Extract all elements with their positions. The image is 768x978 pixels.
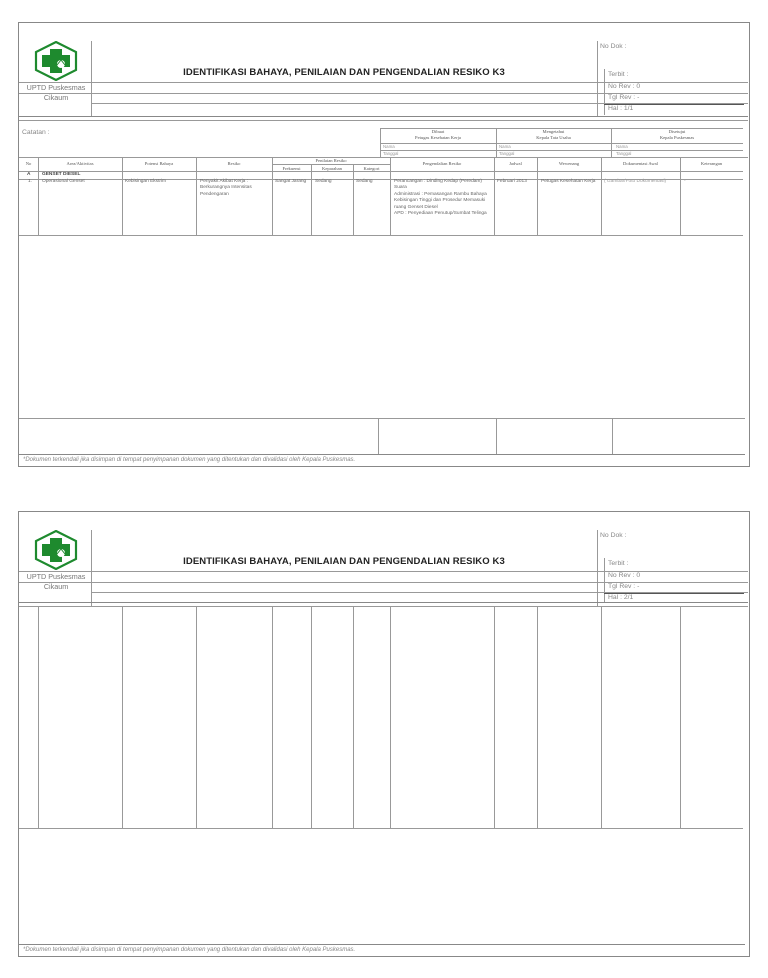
org-location: Cikaum xyxy=(43,582,69,591)
tanggal-label: Tanggal xyxy=(383,151,399,156)
row-wewenang: Petugas Kesehatan Kerja xyxy=(541,179,596,184)
row-kategori: Sedang xyxy=(356,179,373,184)
document-page-1 xyxy=(18,22,750,467)
footer-note: *Dokumen terkendali jika disimpan di tempat penyimpanan dokumen yang ditentukan dan divalidasi oleh Kepala Puskesmas. xyxy=(23,457,356,463)
tgl-rev-label: Tgl Rev : - xyxy=(608,583,640,590)
tanggal-label: Tanggal xyxy=(616,151,632,156)
document-title: IDENTIFIKASI BAHAYA, PENILAIAN DAN PENGENDALIAN RESIKO K3 xyxy=(183,67,505,78)
col-dokumentasi: Dokumentasi Awal xyxy=(623,161,658,166)
hal-label: Hal : 2/1 xyxy=(608,594,634,601)
row-area: Operasional Genset xyxy=(42,179,85,184)
col-area: Area/Aktivitas xyxy=(66,161,94,166)
no-dok-label: No Dok : xyxy=(600,43,627,50)
disetujui-heading: Disetujui Kepala Puskesmas xyxy=(659,129,695,140)
row-resiko: Penyakit Akibat Kerja : Berkurangnya Intensitas Pendengaran xyxy=(200,179,252,197)
org-name: UPTD Puskesmas xyxy=(26,83,86,92)
col-wewenang: Wewenang xyxy=(558,161,580,166)
mengetahui-heading: Mengetahui Kepala Tata Usaha xyxy=(536,129,571,140)
col-potensi: Potensi Bahaya xyxy=(144,161,174,166)
terbit-label: Terbit : xyxy=(608,71,629,78)
col-resiko: Resiko xyxy=(227,161,241,166)
tgl-rev-label: Tgl Rev : - xyxy=(608,94,640,101)
row-dokumentasi: ( Gambar/Foto Dokumentasi) xyxy=(604,179,667,184)
footer-note: *Dokumen terkendali jika disimpan di tempat penyimpanan dokumen yang ditentukan dan divalidasi oleh Kepala Puskesmas. xyxy=(23,947,356,953)
no-rev-label: No Rev : 0 xyxy=(608,83,641,90)
document-page-2 xyxy=(18,511,750,957)
dibuat-heading: Dibuat Petugas Kesehatan Kerja xyxy=(415,129,461,140)
org-name: UPTD Puskesmas xyxy=(26,572,86,581)
document-title: IDENTIFIKASI BAHAYA, PENILAIAN DAN PENGENDALIAN RESIKO K3 xyxy=(183,556,505,567)
row-potensi: Kebisingan Ekstrim xyxy=(125,179,167,184)
row-jadwal: Februari 2013 xyxy=(497,179,527,184)
row-pengendalian: Perancangan : Dinding Kedap (Peredam) Suara Administrasi : Pemasangan Rambu Bahaya Kebisingan Tinggi dan Prosedur Memasuki ruang Genset Diesel APD : Penyediaan Penutup/Sumbat Telinga xyxy=(394,179,487,217)
no-rev-label: No Rev : 0 xyxy=(608,572,641,579)
row-frekuensi: Sangat Jarang xyxy=(275,179,307,184)
col-no: No xyxy=(25,161,32,166)
col-pengendalian: Pengendalian Resiko xyxy=(422,161,462,166)
catatan-label: Catatan : xyxy=(22,129,50,136)
nama-label: Nama xyxy=(499,144,511,149)
col-frekuensi: Frekuensi xyxy=(282,166,301,171)
tanggal-label: Tanggal xyxy=(499,151,515,156)
nama-label: Nama xyxy=(616,144,628,149)
hal-label: Hal : 1/1 xyxy=(608,105,634,112)
org-location: Cikaum xyxy=(43,93,69,102)
terbit-label: Terbit : xyxy=(608,560,629,567)
nama-label: Nama xyxy=(383,144,395,149)
section-letter: A xyxy=(27,172,31,177)
col-jadwal: Jadwal xyxy=(509,161,522,166)
row-no: 1. xyxy=(28,179,33,184)
row-keparahan: Sedang xyxy=(315,179,332,184)
col-keterangan: Keterangan xyxy=(700,161,723,166)
col-keparahan: Keparahan xyxy=(322,166,342,171)
section-name: GENSET DIESEL xyxy=(42,172,81,177)
puskesmas-logo-icon xyxy=(33,530,79,570)
puskesmas-logo-icon xyxy=(33,41,79,81)
row-keterangan: - xyxy=(684,179,686,184)
no-dok-label: No Dok : xyxy=(600,532,627,539)
col-penilaian: Penilaian Resiko xyxy=(315,158,347,163)
col-kategori: Kategori xyxy=(363,166,380,171)
